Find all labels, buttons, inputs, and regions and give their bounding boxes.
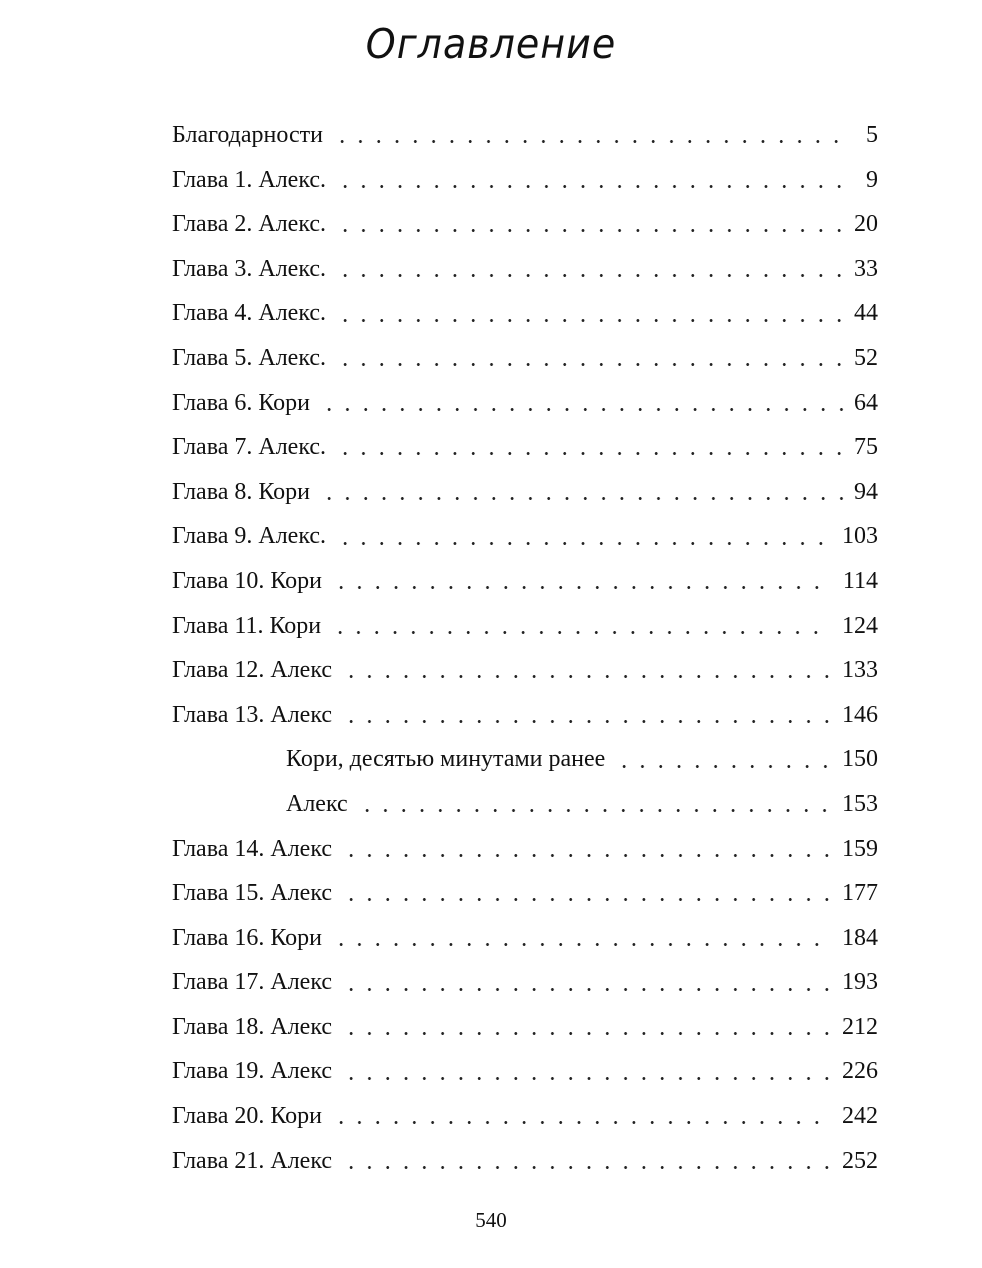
dot-leader — [336, 185, 848, 188]
toc-entry-label: Глава 11. Кори — [172, 612, 322, 639]
toc-entry — [172, 425, 878, 470]
toc-entry — [172, 381, 878, 426]
toc-entry — [172, 916, 878, 961]
toc-entry-page: 252 — [842, 1147, 878, 1174]
dot-leader — [342, 720, 832, 723]
toc-entry-label: Глава 2. Алекс. — [172, 211, 327, 238]
table-of-contents — [172, 113, 878, 1183]
toc-entry-page: 94 — [854, 478, 878, 505]
toc-entry-label: Глава 6. Кори — [172, 389, 311, 416]
toc-entry — [172, 693, 878, 738]
toc-entry — [172, 871, 878, 916]
toc-entry — [172, 827, 878, 872]
toc-entry-label: Глава 21. Алекс — [172, 1147, 333, 1174]
toc-entry — [172, 648, 878, 693]
dot-leader — [336, 452, 844, 455]
toc-entry-page: 44 — [854, 300, 878, 327]
toc-entry-label: Глава 15. Алекс — [172, 880, 333, 907]
dot-leader — [342, 1166, 832, 1169]
toc-entry-page: 64 — [854, 389, 878, 416]
dot-leader — [342, 854, 832, 857]
page-title: Оглавление — [365, 20, 617, 68]
toc-entry-label: Глава 16. Кори — [172, 924, 323, 951]
toc-entry-label: Глава 13. Алекс — [172, 701, 333, 728]
toc-entry — [172, 1005, 878, 1050]
toc-entry — [172, 1094, 878, 1139]
dot-leader — [336, 542, 832, 545]
toc-entry-page: 212 — [842, 1013, 878, 1040]
dot-leader — [342, 988, 832, 991]
toc-entry-label: Глава 9. Алекс. — [172, 523, 327, 550]
dot-leader — [332, 1121, 832, 1124]
toc-entry — [172, 960, 878, 1005]
toc-entry-label: Глава 12. Алекс — [172, 657, 333, 684]
dot-leader — [333, 140, 848, 143]
dot-leader — [336, 363, 844, 366]
toc-entry-label: Глава 8. Кори — [172, 478, 311, 505]
toc-entry-page: 177 — [842, 880, 878, 907]
toc-entry-page: 146 — [842, 701, 878, 728]
dot-leader — [342, 898, 832, 901]
toc-entry-page: 184 — [842, 924, 878, 951]
toc-entry — [172, 158, 878, 203]
dot-leader — [342, 1077, 832, 1080]
toc-entry-page: 52 — [854, 344, 878, 371]
toc-entry-label: Глава 18. Алекс — [172, 1013, 333, 1040]
dot-leader — [331, 631, 832, 634]
dot-leader — [342, 1032, 832, 1035]
toc-entry-label: Благодарности — [172, 122, 323, 148]
dot-leader — [332, 943, 832, 946]
toc-entry-label: Глава 14. Алекс — [172, 835, 333, 862]
toc-entry-label: Глава 19. Алекс — [172, 1058, 333, 1085]
toc-entry-page: 153 — [842, 790, 878, 817]
toc-entry-label: Глава 3. Алекс. — [172, 255, 327, 282]
dot-leader — [342, 675, 832, 678]
toc-entry — [172, 470, 878, 515]
toc-entry — [172, 1049, 878, 1094]
toc-entry-page: 150 — [842, 746, 878, 773]
toc-entry-page: 20 — [854, 211, 878, 238]
toc-entry — [172, 113, 878, 158]
toc-entry-page: 9 — [866, 166, 878, 193]
toc-entry — [172, 247, 878, 292]
toc-entry-page: 193 — [842, 969, 878, 996]
toc-entry — [172, 336, 878, 381]
toc-entry — [172, 559, 878, 604]
toc-entry-page: 114 — [842, 567, 878, 594]
toc-entry-label: Глава 20. Кори — [172, 1103, 323, 1130]
dot-leader — [358, 809, 832, 812]
toc-entry — [172, 202, 878, 247]
toc-entry-label: Глава 10. Кори — [172, 567, 323, 594]
toc-entry-page: 33 — [854, 255, 878, 282]
dot-leader — [320, 497, 844, 500]
dot-leader — [336, 274, 844, 277]
toc-entry — [172, 604, 878, 649]
toc-subentry — [172, 782, 878, 827]
dot-leader — [320, 408, 844, 411]
toc-entry — [172, 514, 878, 559]
toc-entry-page: 5 — [866, 122, 878, 148]
toc-entry-label: Глава 7. Алекс. — [172, 434, 327, 461]
toc-subentry — [172, 737, 878, 782]
toc-entry-page: 133 — [842, 657, 878, 684]
toc-entry-label: Глава 1. Алекс. — [172, 166, 327, 193]
toc-entry-label: Глава 4. Алекс. — [172, 300, 327, 327]
toc-entry-page: 159 — [842, 835, 878, 862]
toc-entry-label: Кори, десятью минутами ранее — [286, 746, 606, 773]
toc-entry — [172, 1139, 878, 1184]
dot-leader — [336, 229, 844, 232]
toc-entry-label: Глава 5. Алекс. — [172, 344, 327, 371]
toc-entry-page: 124 — [842, 612, 878, 639]
toc-entry-page: 242 — [842, 1103, 878, 1130]
dot-leader — [615, 765, 832, 768]
toc-entry-page: 226 — [842, 1058, 878, 1085]
toc-entry-label: Глава 17. Алекс — [172, 969, 333, 996]
toc-entry-label: Алекс — [286, 790, 348, 817]
dot-leader — [336, 319, 844, 322]
dot-leader — [332, 586, 833, 589]
toc-entry-page: 75 — [854, 434, 878, 461]
page-number: 540 — [475, 1208, 507, 1232]
toc-entry — [172, 291, 878, 336]
toc-entry-page: 103 — [842, 523, 878, 550]
